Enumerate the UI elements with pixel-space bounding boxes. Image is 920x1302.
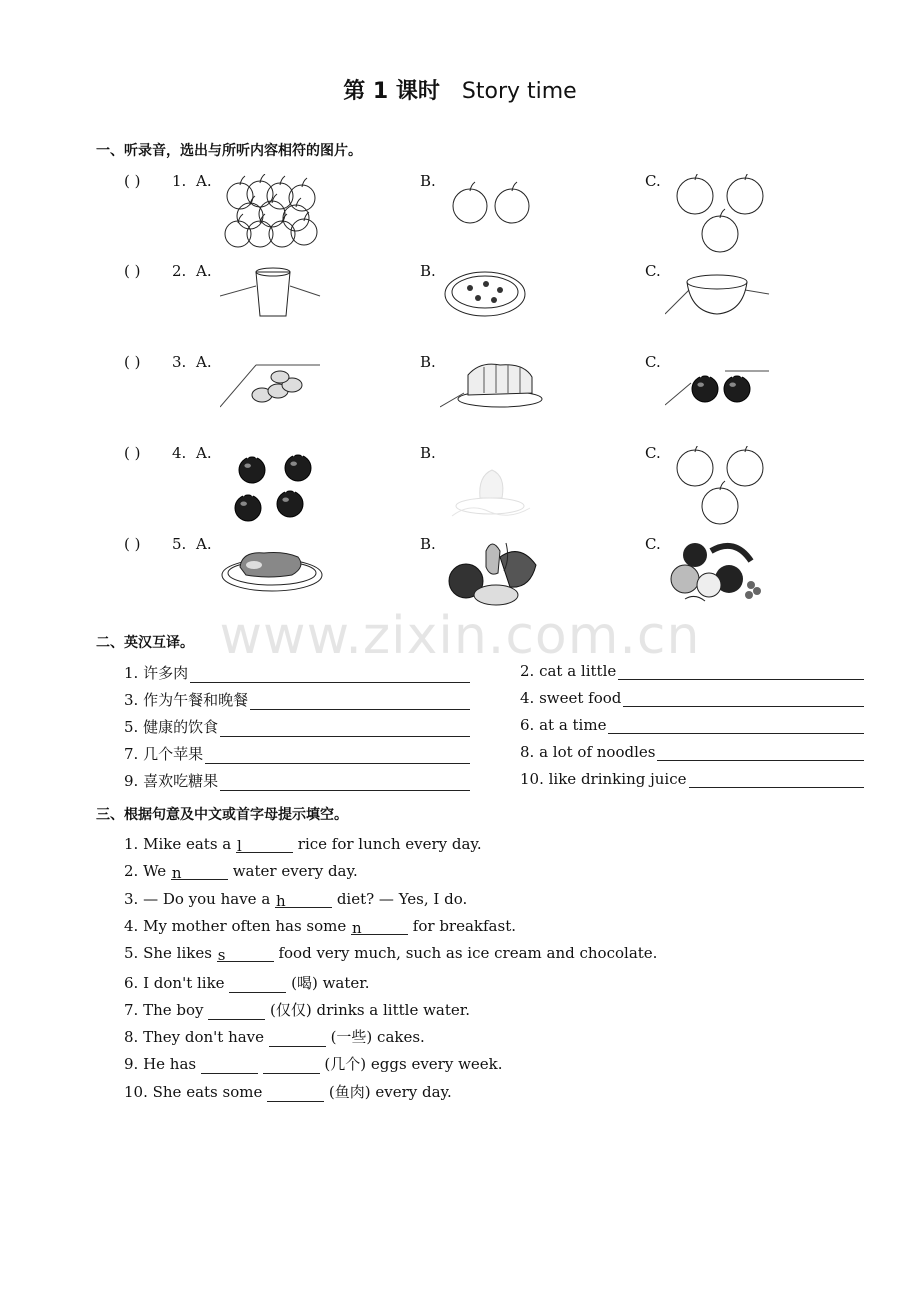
three-apples-picture[interactable] bbox=[665, 174, 775, 258]
answer-blank[interactable] bbox=[201, 1058, 258, 1074]
option-label: C. bbox=[645, 535, 661, 553]
many-apples-picture[interactable] bbox=[220, 174, 330, 258]
pizza-picture[interactable] bbox=[440, 264, 540, 328]
answer-bracket[interactable]: ( ) bbox=[124, 535, 141, 553]
sentence-text: (鱼肉) every day. bbox=[324, 1082, 452, 1101]
option-label: C. bbox=[645, 353, 661, 371]
sentence-text: rice for lunch every day. bbox=[293, 835, 482, 853]
answer-line[interactable] bbox=[689, 773, 865, 788]
sentence-text: 3. — Do you have a bbox=[124, 889, 276, 908]
option-label: A. bbox=[196, 353, 212, 371]
translation-prompt: 7. 几个苹果 bbox=[124, 745, 204, 763]
vegetables-picture[interactable] bbox=[440, 537, 550, 611]
translation-prompt: 8. a lot of noodles bbox=[520, 743, 656, 761]
sentence-text: (喝) water. bbox=[286, 973, 370, 992]
answer-line[interactable] bbox=[623, 692, 864, 707]
sentence-text: 1. Mike eats a bbox=[124, 835, 236, 853]
sentence-text: 10. She eats some bbox=[124, 1082, 268, 1101]
sentence-text: 5. She likes bbox=[124, 944, 217, 963]
fill-blank-item bbox=[124, 999, 470, 1020]
answer-blank[interactable] bbox=[229, 977, 286, 993]
two-tomatoes-picture[interactable] bbox=[665, 355, 775, 419]
translation-prompt: 9. 喜欢吃糖果 bbox=[124, 772, 219, 790]
three-apples-picture[interactable] bbox=[665, 446, 775, 530]
answer-blank[interactable]: n bbox=[351, 919, 408, 935]
translation-prompt: 2. cat a little bbox=[520, 662, 617, 680]
translation-item bbox=[124, 689, 470, 710]
answer-blank[interactable]: n bbox=[171, 864, 228, 880]
glass-picture[interactable] bbox=[220, 264, 330, 328]
answer-blank[interactable]: s bbox=[217, 946, 274, 962]
faded-food-picture[interactable] bbox=[440, 446, 540, 530]
answer-blank[interactable] bbox=[267, 1086, 324, 1102]
answer-line[interactable] bbox=[657, 746, 864, 761]
option-label: C. bbox=[645, 444, 661, 462]
option-label: B. bbox=[420, 535, 436, 553]
answer-blank[interactable]: l bbox=[236, 837, 293, 853]
answer-bracket[interactable]: ( ) bbox=[124, 353, 141, 371]
translation-prompt: 1. 许多肉 bbox=[124, 664, 189, 682]
sentence-text: 8. They don't have bbox=[124, 1028, 269, 1047]
sentence-text: diet? — Yes, I do. bbox=[332, 889, 468, 908]
answer-line[interactable] bbox=[220, 722, 470, 737]
bowl-picture[interactable] bbox=[665, 264, 775, 328]
fill-blank-item bbox=[124, 835, 482, 853]
translation-item bbox=[124, 770, 470, 791]
fill-blank-item bbox=[124, 1081, 452, 1102]
fill-blank-item bbox=[124, 944, 658, 965]
translation-prompt: 10. like drinking juice bbox=[520, 770, 687, 788]
fill-blank-item bbox=[124, 917, 516, 935]
meat-plate-picture[interactable] bbox=[220, 537, 330, 601]
question-number: 1. bbox=[172, 172, 187, 190]
translation-item bbox=[520, 770, 864, 788]
page-title bbox=[0, 74, 920, 105]
sentence-text: food very much, such as ice cream and chocolate. bbox=[273, 944, 658, 963]
option-label: B. bbox=[420, 262, 436, 280]
question-number: 3. bbox=[172, 353, 187, 371]
answer-blank[interactable] bbox=[269, 1031, 326, 1047]
answer-bracket[interactable]: ( ) bbox=[124, 262, 141, 280]
option-label: C. bbox=[645, 172, 661, 190]
sentence-text: 9. He has bbox=[124, 1055, 201, 1074]
translation-item bbox=[124, 743, 470, 764]
two-apples-picture[interactable] bbox=[440, 174, 540, 238]
answer-line[interactable] bbox=[250, 695, 470, 710]
answer-line[interactable] bbox=[190, 668, 470, 683]
sentence-text: (一些) cakes. bbox=[325, 1028, 425, 1047]
section1-heading: 一、听录音，选出与所听内容相符的图片。 bbox=[96, 143, 362, 159]
sentence-text: (仅仅) drinks a little water. bbox=[265, 1000, 471, 1019]
option-label: A. bbox=[196, 172, 212, 190]
bread-picture[interactable] bbox=[440, 355, 550, 419]
sentence-text: 6. I don't like bbox=[124, 973, 230, 992]
four-tomatoes-picture[interactable] bbox=[220, 446, 320, 530]
title-en: Story time bbox=[461, 79, 577, 104]
answer-line[interactable] bbox=[608, 719, 864, 734]
option-label: A. bbox=[196, 444, 212, 462]
sentence-text: (几个) eggs every week. bbox=[319, 1055, 503, 1074]
translation-item bbox=[520, 689, 864, 707]
answer-bracket[interactable]: ( ) bbox=[124, 444, 141, 462]
answer-blank[interactable]: h bbox=[275, 892, 332, 908]
question-number: 5. bbox=[172, 535, 187, 553]
watermark: www.zixin.com.cn bbox=[219, 606, 701, 666]
fill-blank-item bbox=[124, 862, 358, 883]
answer-line[interactable] bbox=[618, 665, 864, 680]
sentence-text: 2. We bbox=[124, 862, 171, 881]
translation-prompt: 3. 作为午餐和晚餐 bbox=[124, 691, 249, 709]
section3-heading: 三、根据句意及中文或首字母提示填空。 bbox=[96, 807, 348, 823]
question-number: 4. bbox=[172, 444, 187, 462]
translation-prompt: 4. sweet food bbox=[520, 689, 622, 707]
fill-blank-item bbox=[124, 890, 467, 908]
fill-blank-item bbox=[124, 972, 370, 993]
sentence-text: 4. My mother often has some bbox=[124, 916, 352, 935]
option-label: B. bbox=[420, 444, 436, 462]
translation-prompt: 5. 健康的饮食 bbox=[124, 718, 219, 736]
answer-blank[interactable] bbox=[263, 1058, 320, 1074]
answer-bracket[interactable]: ( ) bbox=[124, 172, 141, 190]
translation-item bbox=[520, 743, 864, 761]
fruits-picture[interactable] bbox=[665, 537, 775, 611]
translation-prompt: 6. at a time bbox=[520, 716, 607, 734]
fill-blank-item bbox=[124, 1026, 425, 1047]
option-label: B. bbox=[420, 172, 436, 190]
option-label: B. bbox=[420, 353, 436, 371]
translation-item bbox=[520, 662, 864, 680]
section2-heading: 二、英汉互译。 bbox=[96, 635, 194, 651]
translation-item bbox=[520, 716, 864, 734]
translation-item bbox=[124, 662, 470, 683]
fill-blank-item bbox=[124, 1053, 503, 1074]
answer-blank[interactable] bbox=[208, 1004, 265, 1020]
potatoes-picture[interactable] bbox=[220, 355, 330, 419]
answer-line[interactable] bbox=[220, 776, 470, 791]
answer-line[interactable] bbox=[205, 749, 470, 764]
title-cn: 第 1 课时 bbox=[343, 79, 440, 104]
option-label: A. bbox=[196, 535, 212, 553]
translation-item bbox=[124, 716, 470, 737]
option-label: A. bbox=[196, 262, 212, 280]
question-number: 2. bbox=[172, 262, 187, 280]
option-label: C. bbox=[645, 262, 661, 280]
sentence-text: for breakfast. bbox=[408, 916, 516, 935]
sentence-text: 7. The boy bbox=[124, 1000, 209, 1019]
sentence-text: water every day. bbox=[227, 862, 358, 881]
